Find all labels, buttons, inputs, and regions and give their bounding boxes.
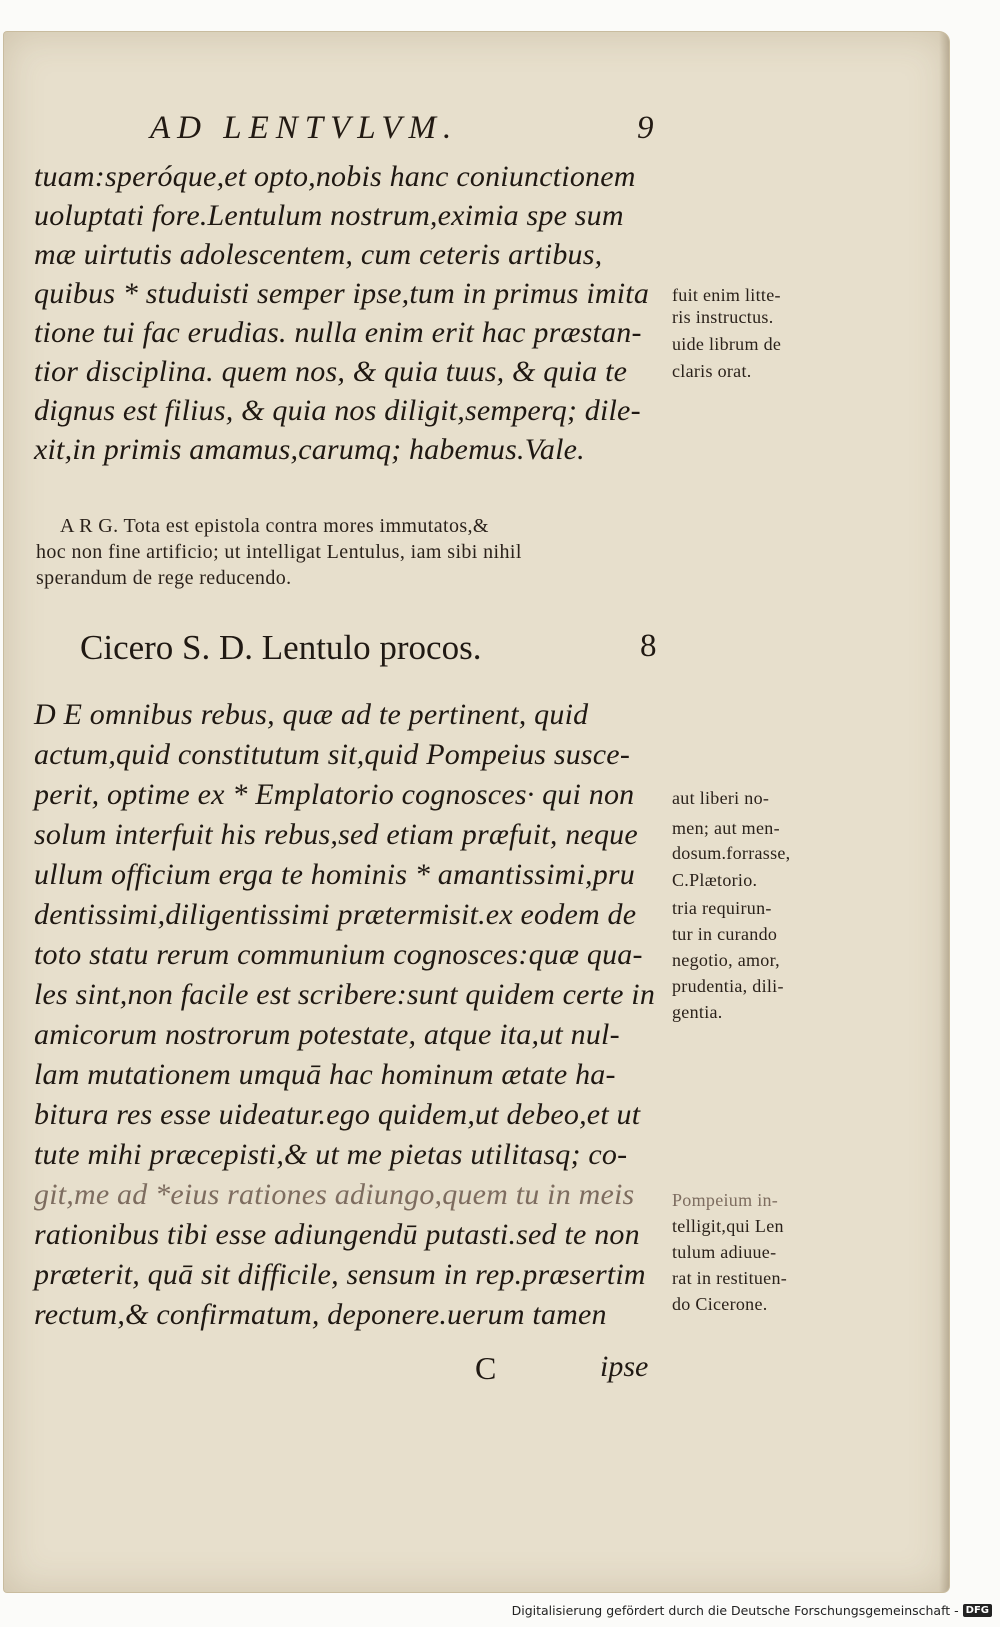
argument-line: hoc non fine artificio; ut intelligat Lentulus, iam sibi nihil: [36, 541, 522, 563]
catchword: ipse: [600, 1350, 649, 1383]
text-line: perit, optime ex * Emplatorio cognosces· qui non: [34, 778, 635, 811]
text-line: mæ uirtutis adolescentem, cum ceteris artibus,: [34, 238, 603, 271]
text-line: tior disciplina. quem nos, & quia tuus, & quia te: [34, 355, 628, 388]
text-line: bitura res esse uideatur.ego quidem,ut debeo,et ut: [34, 1098, 641, 1131]
margin-note-line: C.Plætorio.: [672, 870, 758, 890]
margin-note-line: uide librum de: [672, 334, 782, 354]
signature-mark: C: [475, 1350, 497, 1386]
footer-text: Digitalisierung gefördert durch die Deutsche Forschungsgemeinschaft -: [511, 1602, 959, 1618]
letter-number: 8: [640, 628, 657, 664]
text-line: tute mihi præcepisti,& ut me pietas utilitasq; co-: [34, 1138, 628, 1171]
text-line: rationibus tibi esse adiungendū putasti.sed te non: [34, 1218, 640, 1251]
text-line: tione tui fac erudias. nulla enim erit hac præstan-: [34, 316, 642, 349]
margin-note-line: tur in curando: [672, 924, 778, 944]
margin-note-line: prudentia, dili-: [672, 976, 784, 996]
folio-number: 9: [637, 110, 654, 146]
digitization-footer: [512, 1599, 992, 1621]
margin-note-line: fuit enim litte-: [672, 285, 781, 305]
letter-heading: Cicero S. D. Lentulo procos.: [80, 628, 482, 667]
text-line: solum interfuit his rebus,sed etiam præfuit, neque: [34, 818, 638, 851]
margin-note-line: aut liberi no-: [672, 788, 770, 808]
text-line: actum,quid constitutum sit,quid Pompeius susce-: [34, 738, 631, 771]
text-line: uoluptati fore.Lentulum nostrum,eximia spe sum: [34, 199, 624, 232]
text-line: dentissimi,diligentissimi prætermisit.ex eodem de: [34, 898, 637, 931]
text-line: rectum,& confirmatum, deponere.uerum tamen: [34, 1298, 607, 1331]
margin-note-line: telligit,qui Len: [672, 1216, 784, 1236]
text-line: tuam:speróque,et opto,nobis hanc coniunctionem: [34, 160, 636, 193]
text-line: dignus est filius, & quia nos diligit,semperq; dile-: [34, 394, 641, 427]
argument-line: A R G. Tota est epistola contra mores immutatos,&: [60, 515, 489, 537]
text-line: quibus * studuisti semper ipse,tum in primus imita: [34, 277, 650, 310]
margin-note-line: do Cicerone.: [672, 1294, 768, 1314]
margin-note-line: rat in restituen-: [672, 1268, 788, 1288]
margin-note-line: gentia.: [672, 1002, 723, 1022]
text-line: xit,in primis amamus,carumq; habemus.Vale.: [34, 433, 585, 466]
text-line: git,me ad *eius rationes adiungo,quem tu in meis: [34, 1178, 635, 1211]
margin-note-line: tulum adiuue-: [672, 1242, 777, 1262]
text-line: ullum officium erga te hominis * amantissimi,pru: [34, 858, 635, 891]
text-line: D E omnibus rebus, quæ ad te pertinent, quid: [34, 698, 589, 731]
text-line: lam mutationem umquā hac hominum ætate ha-: [34, 1058, 616, 1091]
argument-line: sperandum de rege reducendo.: [36, 567, 292, 589]
margin-note-line: tria requirun-: [672, 898, 772, 918]
margin-note-line: men; aut men-: [672, 818, 780, 838]
margin-note-line: dosum.forrasse,: [672, 843, 791, 863]
text-line: toto statu rerum communium cognosces:quæ qua-: [34, 938, 643, 971]
text-line: amicorum nostrorum potestate, atque ita,ut nul-: [34, 1018, 620, 1051]
text-line: les sint,non facile est scribere:sunt quidem certe in: [34, 978, 656, 1011]
margin-note-line: negotio, amor,: [672, 950, 780, 970]
text-line: præterit, quā sit difficile, sensum in rep.præsertim: [34, 1258, 646, 1291]
dfg-logo: DFG: [963, 1604, 992, 1617]
page-edge-shadow: [939, 32, 949, 1592]
running-head: AD LENTVLVM.: [150, 110, 459, 146]
margin-note-line: ris instructus.: [672, 307, 774, 327]
margin-note-line: claris orat.: [672, 361, 752, 381]
margin-note-line: Pompeium in-: [672, 1190, 779, 1210]
